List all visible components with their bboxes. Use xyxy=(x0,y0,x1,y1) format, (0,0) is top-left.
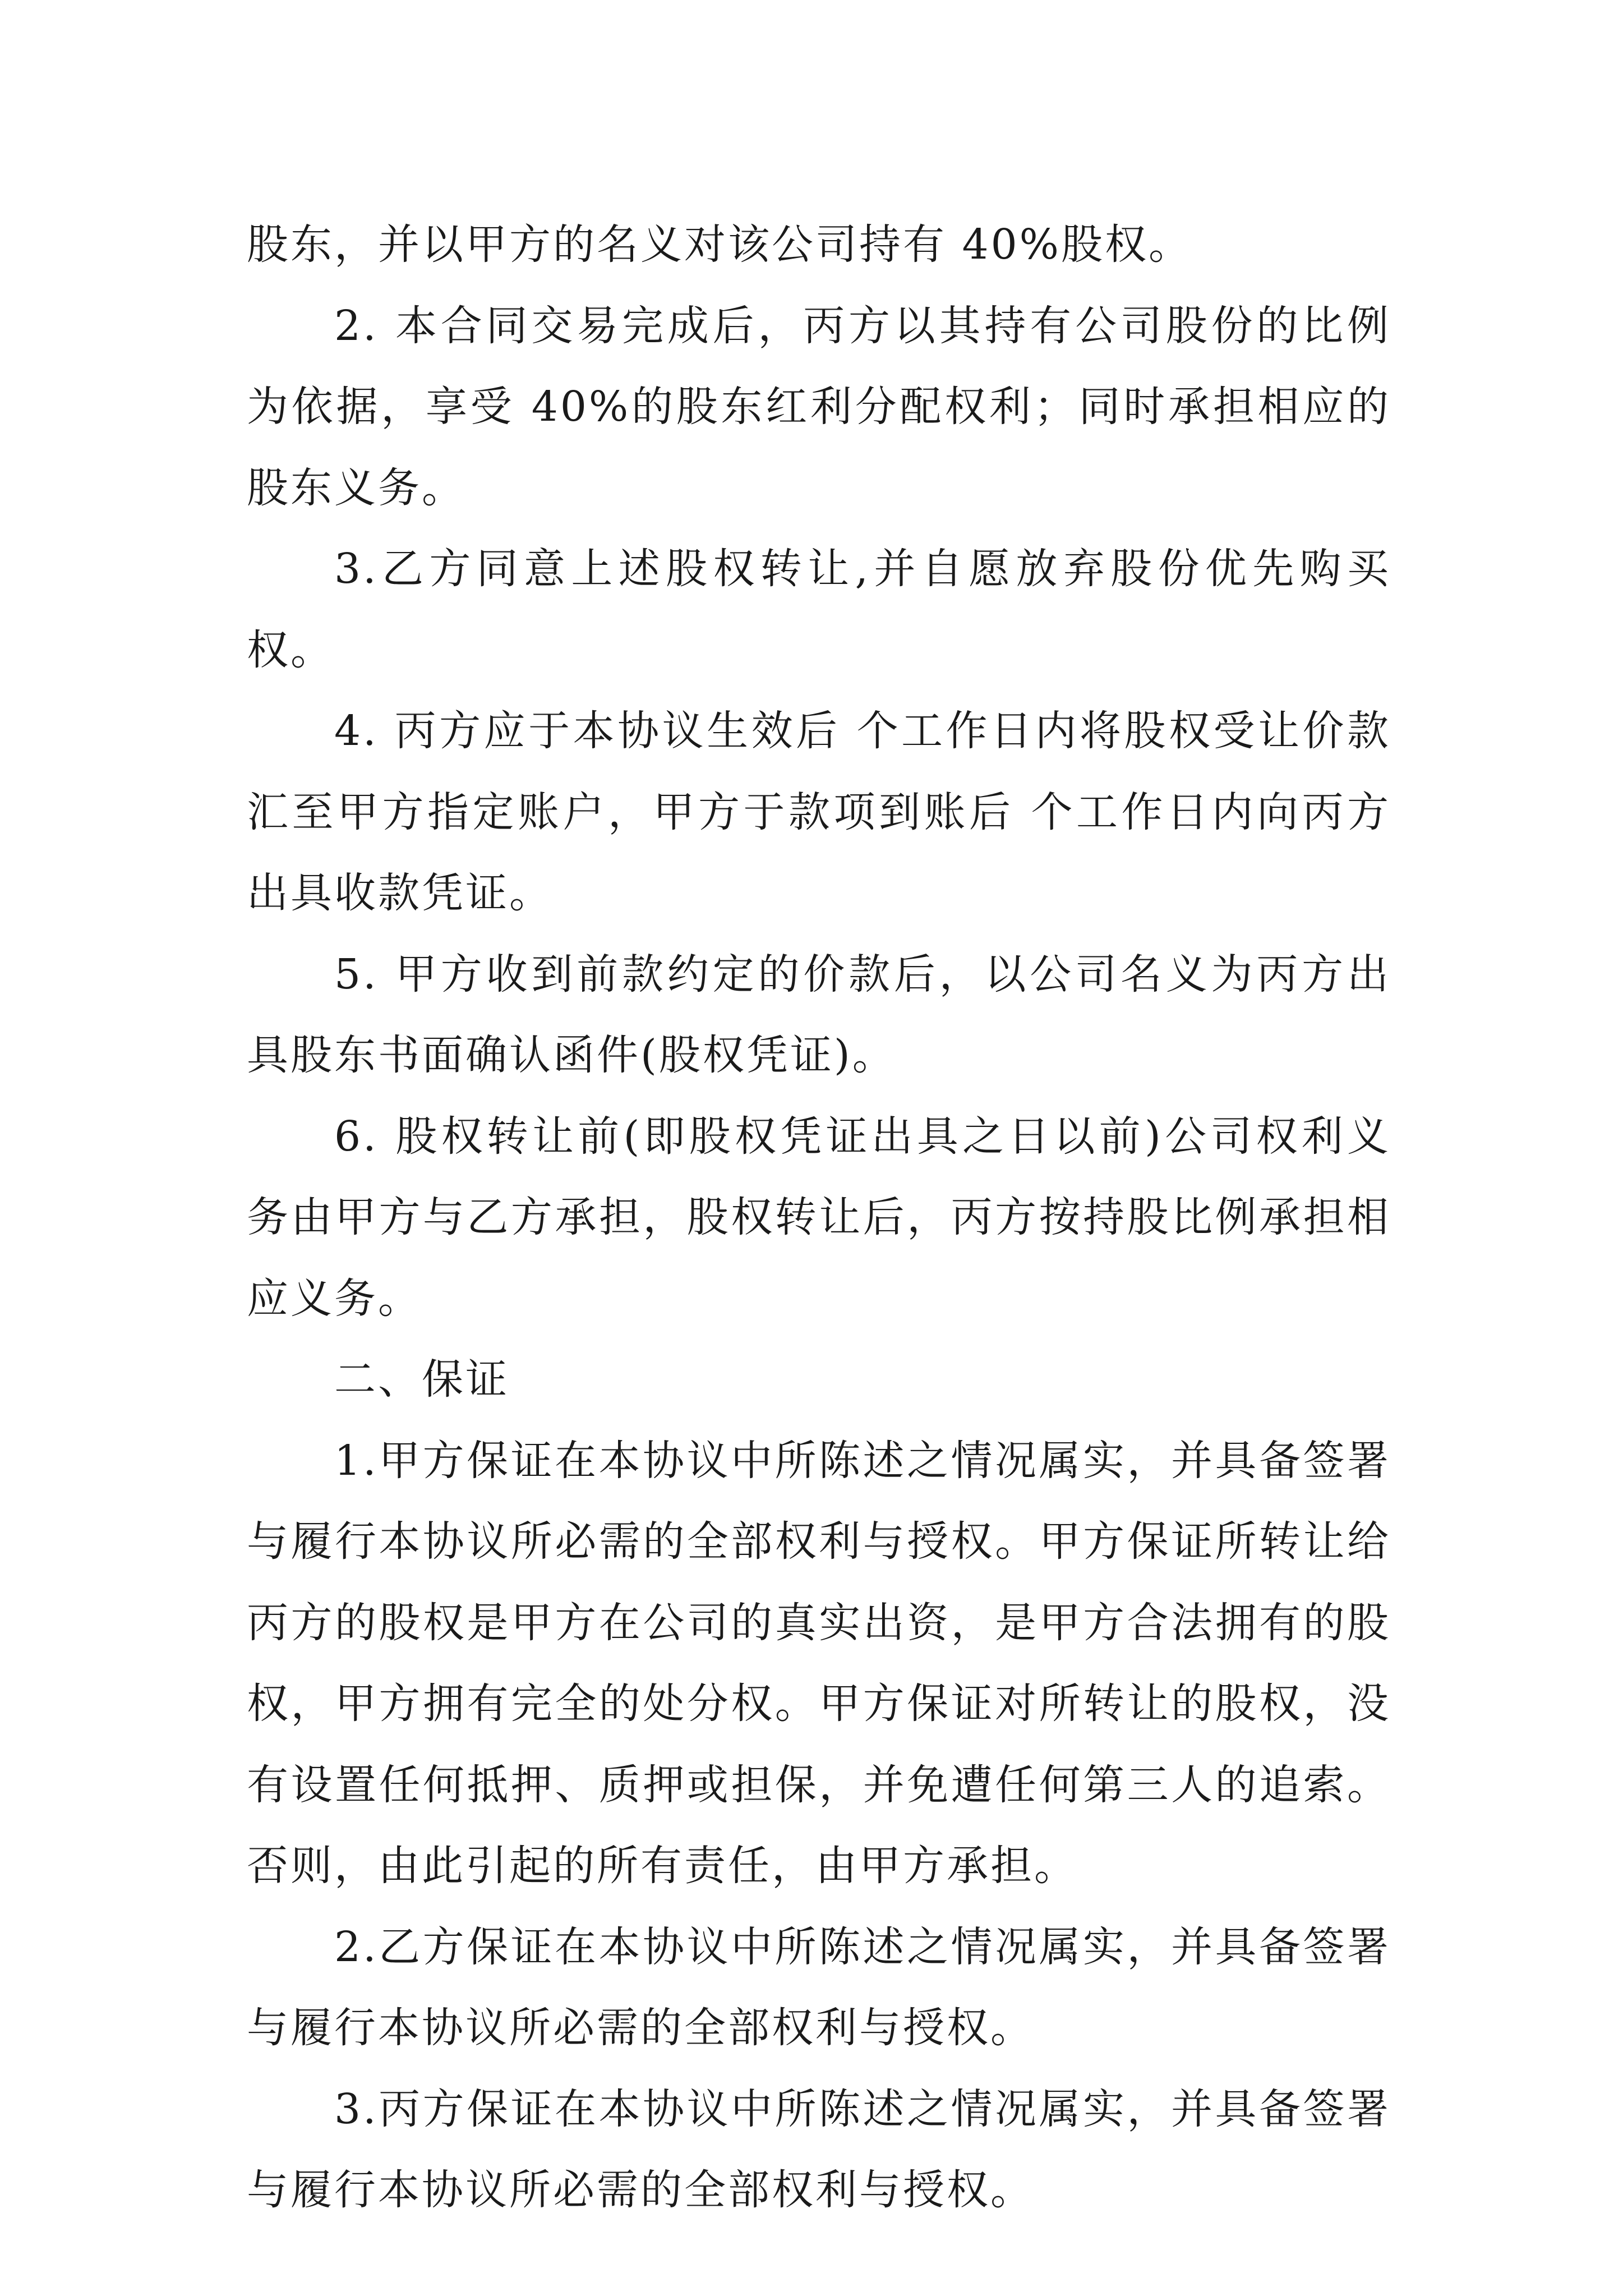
paragraph-clause-4: 4. 丙方应于本协议生效后 个工作日内将股权受让价款汇至甲方指定账户，甲方于款项到账后 个工作日内向丙方出具收款凭证。 xyxy=(247,707,1391,917)
paragraph-clause-5: 5. 甲方收到前款约定的价款后，以公司名义为丙方出具股东书面确认函件(股权凭证)。 xyxy=(247,950,1391,1079)
paragraph-clause-2: 2. 本合同交易完成后，丙方以其持有公司股份的比例为依据，享受 40%的股东红利分配权利；同时承担相应的股东义务。 xyxy=(247,301,1391,512)
paragraph-clause-6: 6. 股权转让前(即股权凭证出具之日以前)公司权利义务由甲方与乙方承担，股权转让后，丙方按持股比例承担相应义务。 xyxy=(247,1112,1391,1323)
document-body xyxy=(247,204,1391,2231)
paragraph-guarantee-1: 1.甲方保证在本协议中所陈述之情况属实，并具备签署与履行本协议所必需的全部权利与授权。甲方保证所转让给丙方的股权是甲方在公司的真实出资，是甲方合法拥有的股权，甲方拥有完全的处分权。甲方保证对所转让的股权，没有设置任何抵押、质押或担保，并免遭任何第三人的追索。否则，由此引起的所有责任，由甲方承担。 xyxy=(247,1436,1391,1890)
paragraph-guarantee-3: 3.丙方保证在本协议中所陈述之情况属实，并具备签署与履行本协议所必需的全部权利与授权。 xyxy=(247,2085,1391,2214)
paragraph-guarantee-2: 2.乙方保证在本协议中所陈述之情况属实，并具备签署与履行本协议所必需的全部权利与授权。 xyxy=(247,1922,1391,2052)
paragraph-continuation: 股东，并以甲方的名义对该公司持有 40%股权。 xyxy=(247,220,1192,269)
paragraph-clause-3: 3.乙方同意上述股权转让,并自愿放弃股份优先购买权。 xyxy=(247,545,1391,674)
section-heading-guarantee: 二、保证 xyxy=(334,1355,509,1404)
